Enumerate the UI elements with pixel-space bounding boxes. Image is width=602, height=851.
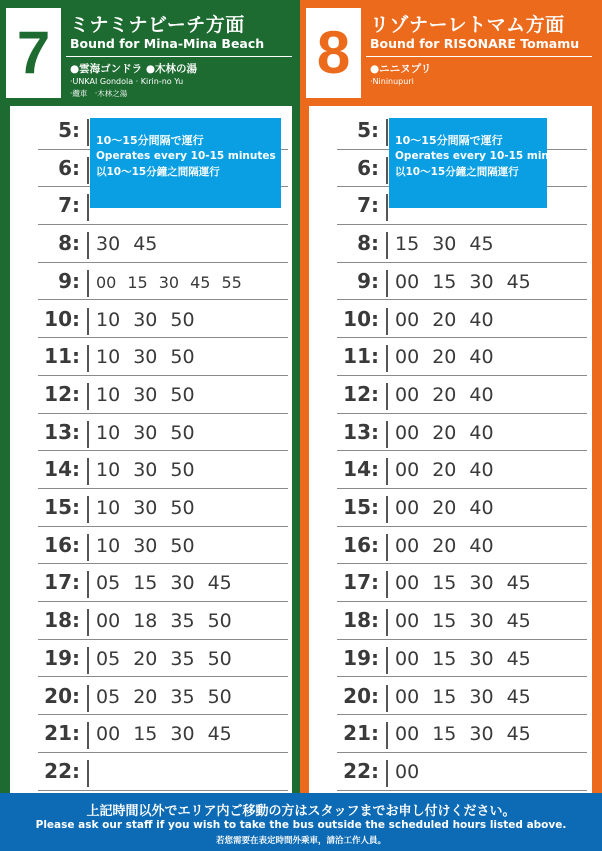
route-7-departure-minute: 30 — [133, 534, 158, 557]
route-8-row — [309, 640, 592, 678]
route-7-stops-jp: ●雲海ゴンドラ ●木林の湯 — [70, 63, 197, 75]
route-8-hour-separator — [386, 383, 388, 410]
route-8-departure-minute: 00 — [395, 534, 420, 557]
route-8-row — [309, 338, 592, 376]
route-8-frequency-en: Operates every 10-15 minutes — [395, 150, 575, 162]
route-8-departure-minute: 30 — [469, 685, 494, 708]
route-8-hour-label: 5: — [357, 118, 379, 142]
route-7-departure-minute: 45 — [207, 723, 232, 746]
route-7-row — [10, 338, 292, 376]
route-7-row — [10, 715, 292, 753]
route-7-hour-separator — [87, 194, 89, 221]
route-7-departure-minute: 50 — [170, 346, 195, 369]
route-7-frequency-en: Operates every 10-15 minutes — [96, 150, 276, 162]
route-8-hour-label: 11: — [343, 344, 379, 369]
route-8-departure-minutes — [395, 648, 544, 670]
route-8-hour-label: 9: — [357, 268, 379, 293]
route-7-hour-label: 8: — [58, 231, 80, 256]
route-7-hour-label: 17: — [44, 570, 80, 595]
route-8-row — [309, 301, 592, 339]
route-8-departure-minute: 40 — [469, 534, 494, 557]
route-7-departure-minutes — [96, 459, 208, 481]
route-7-departure-minute: 30 — [133, 308, 158, 331]
route-7-hour-label: 21: — [44, 721, 80, 746]
footer-notice-zh: 若您需要在表定時間外乘車，請洽工作人員。 — [215, 836, 386, 846]
route-7-header — [0, 0, 300, 106]
route-8-departure-minute: 00 — [395, 497, 420, 519]
route-8-departure-minutes — [395, 271, 544, 293]
route-8-hour-separator — [386, 722, 388, 749]
route-7-hour-separator — [87, 647, 89, 674]
route-8-departure-minutes — [395, 422, 507, 444]
route-8-row — [309, 564, 592, 602]
route-8-departure-minute: 00 — [395, 421, 420, 444]
route-7-row — [10, 564, 292, 602]
route-7-departure-minutes — [96, 384, 208, 406]
route-7-departure-minute: 35 — [170, 685, 195, 708]
route-8-row — [309, 414, 592, 452]
route-7-stops-en: ·UNKAI Gondola · Kirin-no Yu — [70, 77, 184, 86]
route-8-departure-minute: 40 — [469, 383, 494, 406]
route-7-departure-minute: 30 — [170, 723, 195, 746]
route-8-departure-minute: 30 — [432, 233, 457, 256]
route-7-departure-minute: 00 — [96, 723, 121, 746]
route-7-departure-minute: 00 — [96, 272, 117, 292]
route-8-hour-label: 13: — [343, 419, 379, 444]
route-7-badge — [6, 8, 61, 98]
route-8-stops-jp: ●ニニヌプリ — [370, 63, 432, 75]
route-8-departure-minute: 30 — [469, 723, 494, 746]
route-7-row — [10, 678, 292, 716]
route-8-hour-label: 17: — [343, 570, 379, 595]
route-7-departure-minutes — [96, 723, 245, 745]
route-7-hour-label: 10: — [44, 306, 80, 331]
route-7-destination-en: Bound for Mina-Mina Beach — [70, 36, 265, 51]
route-8-departure-minute: 45 — [506, 647, 531, 670]
route-8-departure-minute: 45 — [506, 572, 531, 595]
route-7-hour-label: 6: — [58, 155, 80, 180]
route-7-hour-separator — [87, 270, 89, 297]
route-8-hour-separator — [386, 194, 388, 221]
route-8-header — [300, 0, 602, 106]
route-8-hour-separator — [386, 119, 388, 146]
route-8-departure-minute: 40 — [469, 308, 494, 331]
route-7-departure-minute: 50 — [170, 421, 195, 444]
route-8-hour-label: 16: — [343, 532, 379, 557]
center-border-green — [292, 0, 300, 793]
route-7-departure-minute: 50 — [207, 647, 232, 670]
route-8-departure-minutes — [395, 309, 507, 331]
route-7-departure-minutes — [96, 346, 208, 368]
route-8-destination-jp: リゾナーレトマム方面 — [370, 14, 565, 36]
route-7-row — [10, 640, 292, 678]
route-8-departure-minute: 00 — [395, 647, 420, 670]
route-8-departure-minute: 15 — [432, 270, 457, 293]
center-border-orange — [300, 0, 309, 793]
route-7-departure-minute: 30 — [133, 459, 158, 482]
route-7-hour-label: 14: — [44, 457, 80, 482]
route-7-hour-label: 22: — [44, 758, 80, 783]
footer-notice-en: Please ask our staff if you wish to take the bus outside the scheduled hours listed above. — [35, 819, 567, 831]
route-8-departure-minutes — [395, 233, 507, 255]
route-8-hour-label: 15: — [343, 495, 379, 519]
route-8-departure-minute: 00 — [395, 760, 420, 783]
route-8-departure-minute: 20 — [432, 308, 457, 331]
route-7-hour-separator — [87, 421, 89, 448]
route-7-hour-label: 15: — [44, 495, 80, 519]
route-8-frequency-notice — [389, 118, 575, 208]
route-7-hour-label: 12: — [44, 381, 80, 406]
route-8-hour-label: 18: — [343, 608, 379, 633]
route-7-number: 7 — [16, 19, 51, 86]
route-8-hour-label: 14: — [343, 457, 379, 482]
route-8-row — [309, 602, 592, 640]
route-7-departure-minutes — [96, 686, 245, 708]
route-8-hour-label: 10: — [343, 306, 379, 331]
route-7-row — [10, 301, 292, 339]
route-7-departure-minute: 10 — [96, 308, 121, 331]
route-8-departure-minutes — [395, 346, 507, 368]
route-7-departure-minute: 30 — [133, 421, 158, 444]
route-7-hour-separator — [87, 119, 89, 146]
route-7-departure-minute: 05 — [96, 685, 121, 708]
route-8-timetable — [309, 112, 592, 788]
route-8-row — [309, 527, 592, 565]
route-8-departure-minutes — [395, 459, 507, 481]
route-8-departure-minute: 45 — [506, 685, 531, 708]
route-7-departure-minute: 50 — [207, 685, 232, 708]
route-8-departure-minute: 00 — [395, 308, 420, 331]
route-8-row-rule — [337, 790, 587, 791]
route-8-hour-separator — [386, 534, 388, 561]
route-7-departure-minutes — [96, 497, 208, 519]
route-7-departure-minutes — [96, 572, 245, 594]
route-7-departure-minute: 15 — [133, 572, 158, 595]
route-8-departure-minute: 30 — [469, 647, 494, 670]
route-7-departure-minutes — [96, 309, 208, 331]
route-8-row — [309, 225, 592, 263]
route-8-departure-minute: 20 — [432, 459, 457, 482]
route-8-number: 8 — [316, 19, 351, 86]
route-8-departure-minute: 20 — [432, 534, 457, 557]
route-8-departure-minutes — [395, 384, 507, 406]
route-8-frequency-zh: 以10〜15分鐘之間隔運行 — [395, 166, 519, 178]
route-8-row — [309, 489, 592, 527]
route-7-departure-minute: 45 — [190, 272, 211, 292]
route-8-departure-minute: 15 — [432, 572, 457, 595]
route-8-departure-minute: 20 — [432, 346, 457, 369]
route-7-departure-minute: 35 — [170, 647, 195, 670]
route-7-row — [10, 489, 292, 527]
route-8-stops-en: ·Nininupuri — [370, 77, 414, 86]
route-8-hour-separator — [386, 571, 388, 598]
route-7-departure-minutes — [96, 271, 253, 290]
route-8-departure-minute: 40 — [469, 459, 494, 482]
route-7-row — [10, 376, 292, 414]
route-8-departure-minute: 45 — [506, 723, 531, 746]
route-8-hour-separator — [386, 685, 388, 712]
route-7-departure-minute: 15 — [133, 723, 158, 746]
route-8-frequency-jp: 10〜15分間隔で運行 — [395, 134, 503, 147]
route-7-departure-minute: 20 — [133, 685, 158, 708]
route-8-hour-separator — [386, 157, 388, 184]
route-8-hour-separator — [386, 609, 388, 636]
route-8-departure-minute: 30 — [469, 572, 494, 595]
route-8-hour-label: 20: — [343, 683, 379, 708]
route-8-departure-minute: 20 — [432, 497, 457, 519]
route-8-row — [309, 678, 592, 716]
route-7-departure-minute: 10 — [96, 459, 121, 482]
route-7-header-rule — [66, 56, 292, 57]
route-8-departure-minute: 15 — [432, 685, 457, 708]
route-8-hour-separator — [386, 308, 388, 335]
route-8-hour-separator — [386, 760, 388, 787]
route-7-hour-label: 7: — [58, 193, 80, 218]
route-7-departure-minute: 45 — [207, 572, 232, 595]
route-8-destination-en: Bound for RISONARE Tomamu — [370, 36, 580, 51]
route-7-departure-minute: 20 — [133, 647, 158, 670]
route-8-departure-minutes — [395, 686, 544, 708]
route-8-hour-label: 8: — [357, 231, 379, 256]
route-7-departure-minute: 35 — [170, 610, 195, 633]
route-7-departure-minute: 05 — [96, 572, 121, 595]
route-7-departure-minutes — [96, 648, 245, 670]
route-8-departure-minute: 45 — [506, 270, 531, 293]
route-8-hour-label: 22: — [343, 758, 379, 783]
route-7-departure-minute: 30 — [133, 346, 158, 369]
route-7-stops-zh: ·纜車 ·木林之湯 — [70, 89, 128, 98]
route-7-departure-minute: 50 — [170, 459, 195, 482]
route-8-departure-minutes — [395, 572, 544, 594]
route-8-row — [309, 753, 592, 791]
route-8-departure-minute: 20 — [432, 421, 457, 444]
route-7-departure-minutes — [96, 610, 245, 632]
route-7-hour-label: 13: — [44, 419, 80, 444]
route-8-hour-separator — [386, 421, 388, 448]
route-8-row — [309, 715, 592, 753]
route-8-row — [309, 451, 592, 489]
route-8-departure-minute: 00 — [395, 685, 420, 708]
route-8-departure-minute: 40 — [469, 346, 494, 369]
route-7-departure-minute: 30 — [170, 572, 195, 595]
route-8-departure-minutes — [395, 535, 507, 557]
route-7-departure-minutes — [96, 233, 170, 255]
route-8-departure-minute: 45 — [506, 610, 531, 633]
route-8-header-rule — [366, 56, 592, 57]
route-7-hour-separator — [87, 685, 89, 712]
route-7-hour-label: 20: — [44, 683, 80, 708]
route-7-departure-minute: 10 — [96, 534, 121, 557]
route-8-hour-label: 7: — [357, 193, 379, 218]
route-8-row — [309, 263, 592, 301]
route-7-departure-minutes — [96, 535, 208, 557]
route-7-departure-minute: 50 — [170, 497, 195, 519]
left-border — [0, 0, 10, 793]
route-8-departure-minute: 00 — [395, 459, 420, 482]
route-7-departure-minutes — [96, 422, 208, 444]
route-7-departure-minute: 50 — [170, 308, 195, 331]
route-8-hour-separator — [386, 270, 388, 297]
route-8-departure-minute: 00 — [395, 723, 420, 746]
footer-notice-jp: 上記時間以外でエリア内ご移動の方はスタッフまでお申し付けください。 — [86, 804, 516, 819]
route-7-row-rule — [38, 790, 288, 791]
route-7-hour-label: 9: — [58, 268, 80, 293]
route-7-row — [10, 753, 292, 791]
route-7-hour-separator — [87, 345, 89, 372]
route-8-badge — [306, 8, 361, 98]
route-8-row — [309, 376, 592, 414]
route-8-departure-minute: 40 — [469, 421, 494, 444]
route-7-departure-minute: 10 — [96, 383, 121, 406]
route-7-departure-minute: 30 — [96, 233, 121, 256]
route-7-row — [10, 602, 292, 640]
route-7-departure-minute: 30 — [133, 383, 158, 406]
route-7-departure-minute: 18 — [133, 610, 158, 633]
route-7-row — [10, 414, 292, 452]
route-7-hour-separator — [87, 534, 89, 561]
route-7-hour-label: 18: — [44, 608, 80, 633]
route-8-departure-minute: 15 — [432, 723, 457, 746]
route-7-hour-separator — [87, 232, 89, 259]
route-7-row — [10, 263, 292, 301]
route-7-frequency-jp: 10〜15分間隔で運行 — [96, 134, 204, 147]
route-7-frequency-notice — [90, 118, 281, 208]
route-8-departure-minutes — [395, 497, 507, 519]
route-8-departure-minute: 15 — [432, 647, 457, 670]
route-7-departure-minute: 50 — [170, 534, 195, 557]
route-7-hour-separator — [87, 496, 89, 523]
route-7-hour-separator — [87, 308, 89, 335]
route-7-departure-minute: 55 — [221, 272, 242, 292]
route-7-departure-minute: 45 — [133, 233, 158, 256]
route-8-hour-label: 6: — [357, 155, 379, 180]
route-8-departure-minute: 30 — [469, 610, 494, 633]
route-7-hour-separator — [87, 722, 89, 749]
route-7-hour-label: 16: — [44, 532, 80, 557]
route-7-row — [10, 527, 292, 565]
route-8-departure-minute: 30 — [469, 270, 494, 293]
route-7-frequency-zh: 以10〜15分鐘之間隔運行 — [96, 166, 220, 178]
route-8-departure-minutes — [395, 610, 544, 632]
footer-notice — [0, 793, 602, 851]
route-8-departure-minutes — [395, 723, 544, 745]
right-border — [592, 0, 602, 793]
route-8-departure-minute: 20 — [432, 383, 457, 406]
route-8-departure-minutes — [395, 761, 432, 783]
route-8-departure-minute: 00 — [395, 270, 420, 293]
route-7-row — [10, 225, 292, 263]
route-7-hour-separator — [87, 383, 89, 410]
route-7-hour-separator — [87, 609, 89, 636]
route-8-hour-separator — [386, 345, 388, 372]
route-7-hour-separator — [87, 760, 89, 787]
route-8-departure-minute: 00 — [395, 610, 420, 633]
route-7-hour-label: 19: — [44, 645, 80, 670]
route-7-hour-separator — [87, 571, 89, 598]
route-7-departure-minute: 30 — [133, 497, 158, 519]
route-8-hour-separator — [386, 232, 388, 259]
route-8-hour-separator — [386, 496, 388, 523]
route-7-hour-separator — [87, 157, 89, 184]
route-7-departure-minute: 10 — [96, 497, 121, 519]
route-8-hour-label: 19: — [343, 645, 379, 670]
route-8-hour-label: 12: — [343, 381, 379, 406]
route-7-row — [10, 451, 292, 489]
route-8-hour-separator — [386, 647, 388, 674]
route-7-departure-minute: 15 — [127, 272, 148, 292]
route-8-departure-minute: 45 — [469, 233, 494, 256]
route-7-departure-minute: 50 — [207, 610, 232, 633]
route-7-hour-separator — [87, 458, 89, 485]
route-7-departure-minute: 10 — [96, 346, 121, 369]
route-8-hour-separator — [386, 458, 388, 485]
route-7-hour-label: 5: — [58, 118, 80, 142]
route-8-departure-minute: 15 — [432, 610, 457, 633]
route-7-departure-minute: 30 — [158, 272, 180, 292]
route-8-hour-label: 21: — [343, 721, 379, 746]
route-7-departure-minute: 00 — [96, 610, 121, 633]
route-7-departure-minute: 10 — [96, 421, 121, 444]
route-8-departure-minute: 00 — [395, 383, 420, 406]
route-8-departure-minute: 15 — [395, 233, 420, 256]
route-8-departure-minute: 00 — [395, 346, 420, 369]
route-7-departure-minute: 50 — [170, 383, 195, 406]
route-7-departure-minute: 05 — [96, 647, 121, 670]
route-7-hour-label: 11: — [44, 344, 80, 369]
route-7-destination-jp: ミナミナビーチ方面 — [70, 14, 245, 36]
route-8-departure-minute: 40 — [469, 497, 494, 519]
route-8-departure-minute: 00 — [395, 572, 420, 595]
route-7-timetable — [10, 112, 292, 788]
